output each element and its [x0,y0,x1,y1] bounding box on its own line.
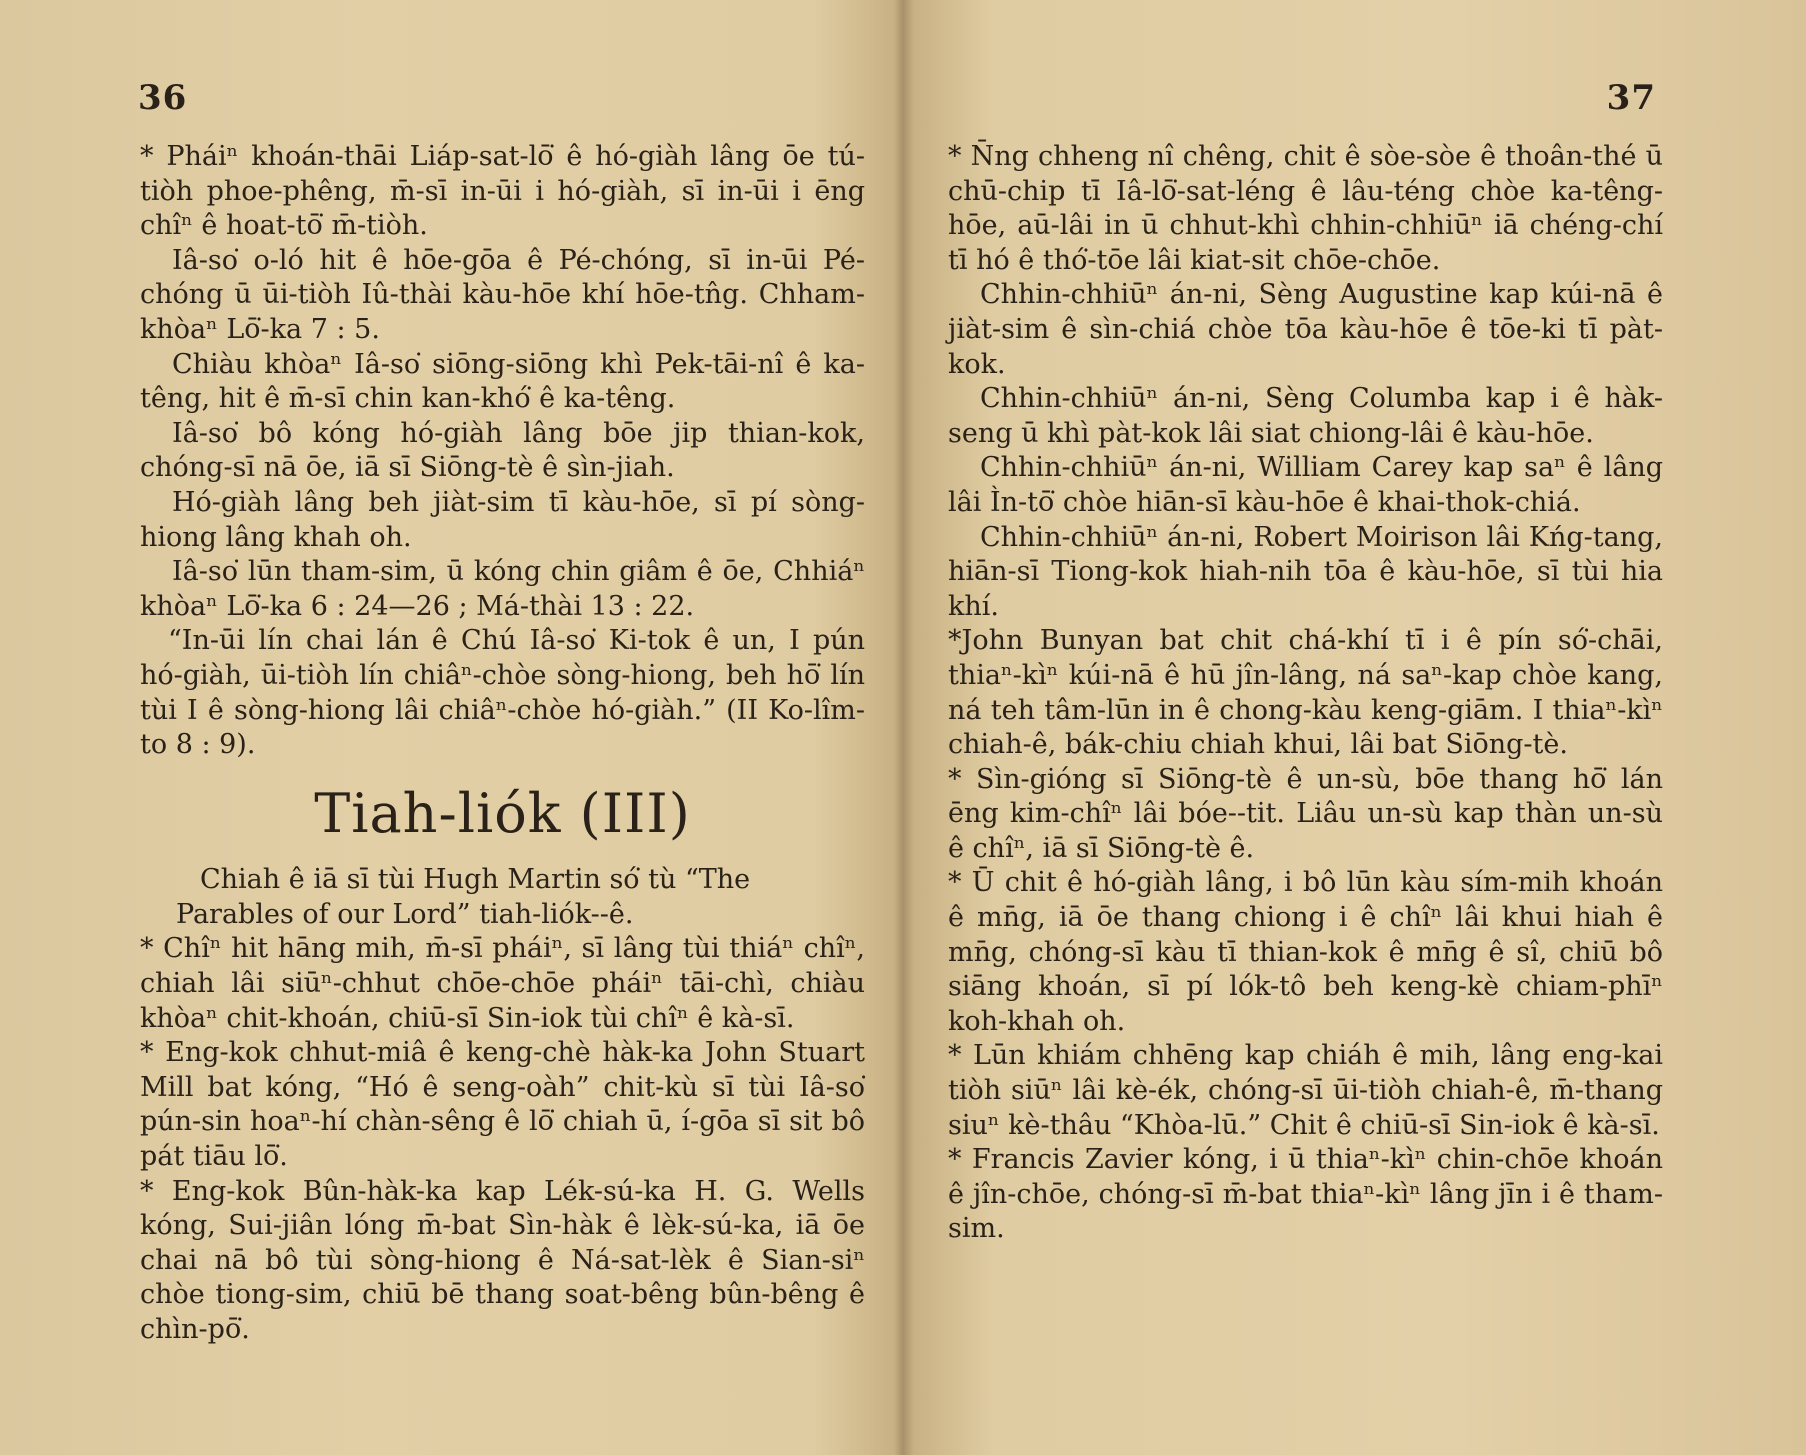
paragraph: Iâ-so͘ lūn tham-sim, ū kóng chin giâm ê ōe, Chhiáⁿ khòaⁿ Lō͘-ka 6 : 24—26 ; Má-thài 13 : 22. [140,556,865,622]
paragraph: * Sìn-gióng sī Siōng-tè ê un-sù, bōe thang hō͘ lán ēng kim-chîⁿ lâi bóe--tit. Liâu un-sù kap thàn un-sù ê chîⁿ, iā sī Siōng-tè ê. [948,763,1663,864]
paragraph: Chhin-chhiūⁿ án-ni, William Carey kap saⁿ ê lâng lâi Ìn-tō͘ chòe hiān-sī kàu-hōe ê khai-thok-chiá. [948,452,1663,518]
paragraph: * Francis Zavier kóng, i ū thiaⁿ-kìⁿ chin-chōe khoán ê jîn-chōe, chóng-sī m̄-bat thiaⁿ-kìⁿ lâng jīn i ê tham-sim. [948,1144,1663,1245]
left-page [0,0,900,1455]
paragraph: * Eng-kok Bûn-hàk-ka kap Lék-sú-ka H. G. Wells kóng, Sui-jiân lóng m̄-bat Sìn-hàk ê lèk-sú-ka, iā ōe chai nā bô tùi sòng-hiong ê Ná-sat-lèk ê Sian-siⁿ chòe tiong-sim, chiū bē thang soat-bêng bûn-bêng ê chìn-pō͘. [140,1175,865,1345]
paragraph: Hó-giàh lâng beh jiàt-sim tī kàu-hōe, sī pí sòng-hiong lâng khah oh. [140,486,865,553]
paragraph: *John Bunyan bat chit chá-khí tī i ê pín só͘-chāi, thiaⁿ-kìⁿ kúi-nā ê hū jîn-lâng, ná saⁿ-kap chòe kang, ná teh tâm-lūn in ê chong-kàu keng-giām. I thiaⁿ-kìⁿ chiah-ê, bák-chiu chiah khui, lâi bat Siōng-tè. [948,625,1663,761]
page-number-right: 37 [1606,78,1656,118]
paragraph: Chhin-chhiūⁿ án-ni, Robert Moirison lâi Kńg-tang, hiān-sī Tiong-kok hiah-nih tōa ê kàu-hōe, sī tùi hia khí. [948,521,1663,622]
left-page-text [140,140,865,1348]
paragraph: * Eng-kok chhut-miâ ê keng-chè hàk-ka John Stuart Mill bat kóng, “Hó ê seng-oàh” chit-kù sī tùi Iâ-so͘ pún-sin hoaⁿ-hí chàn-sêng ê lō͘ chiah ū, í-gōa sī sit bô pát tiāu lō͘. [140,1037,865,1173]
paragraph: Chhin-chhiūⁿ án-ni, Sèng Augustine kap kúi-nā ê jiàt-sim ê sìn-chiá chòe tōa kàu-hōe ê tōe-ki tī pàt-kok. [948,279,1663,380]
right-page-text [948,140,1663,1247]
paragraph-quote: “In-ūi lín chai lán ê Chú Iâ-so͘ Ki-tok ê un, I pún hó-giàh, ūi-tiòh lín chiâⁿ-chòe sòng-hiong, beh hō͘ lín tùi I ê sòng-hiong lâi chiâⁿ-chòe hó-giàh.” (II Ko-lîm-to 8 : 9). [140,625,865,761]
paragraph: Chiàu khòaⁿ Iâ-so͘ siōng-siōng khì Pek-tāi-nî ê ka-têng, hit ê m̄-sī chin kan-khó͘ ê ka-têng. [140,348,865,415]
section-intro-line-2: Parables of our Lord” tiah-liók--ê. [176,898,634,930]
right-page [906,0,1806,1455]
paragraph: Iâ-so͘ bô kóng hó-giàh lâng bōe jip thian-kok, chóng-sī nā ōe, iā sī Siōng-tè ê sìn-jiah. [140,417,865,484]
section-heading: Tiah-liók (III) [314,781,691,845]
section-intro-line-1: Chiah ê iā sī tùi Hugh Martin só͘ tù “The [200,864,751,896]
paragraph: * Pháiⁿ khoán-thāi Liáp-sat-lō͘ ê hó-giàh lâng ōe tú-tiòh phoe-phêng, m̄-sī in-ūi i hó-giàh, sī in-ūi i ēng chîⁿ ê hoat-tō͘ m̄-tiòh. [140,141,865,242]
paragraph: * Ū chit ê hó-giàh lâng, i bô lūn kàu sím-mih khoán ê mn̄g, iā ōe thang chiong i ê chîⁿ lâi khui hiah ê mn̄g, chóng-sī kàu tī thian-kok ê mn̄g ê sî, chiū bô siāng khoán, sī pí lók-tô beh keng-kè chiam-phīⁿ koh-khah oh. [948,867,1663,1037]
paragraph: * Chîⁿ hit hāng mih, m̄-sī pháiⁿ, sī lâng tùi thiáⁿ chîⁿ, chiah lâi siūⁿ-chhut chōe-chōe pháiⁿ tāi-chì, chiàu khòaⁿ chit-khoán, chiū-sī Sin-iok tùi chîⁿ ê kà-sī. [140,933,865,1034]
paragraph: Chhin-chhiūⁿ án-ni, Sèng Columba kap i ê hàk-seng ū khì pàt-kok lâi siat chiong-lâi ê kàu-hōe. [948,383,1663,449]
paragraph: Iâ-so͘ o-ló hit ê hōe-gōa ê Pé-chóng, sī in-ūi Pé-chóng ū ūi-tiòh Iû-thài kàu-hōe khí hōe-tn̂g. Chham-khòaⁿ Lō͘-ka 7 : 5. [140,244,865,345]
paragraph: * N̄ng chheng nî chêng, chit ê sòe-sòe ê thoân-thé ū chū-chip tī Iâ-lō͘-sat-léng ê lâu-téng chòe ka-têng-hōe, aū-lâi in ū chhut-khì chhin-chhiūⁿ iā chéng-chí tī hó ê thó͘-tōe lâi kiat-sit chōe-chōe. [948,141,1663,276]
page-number-left: 36 [138,78,188,118]
paragraph: * Lūn khiám chhēng kap chiáh ê mih, lâng eng-kai tiòh siūⁿ lâi kè-ék, chóng-sī ūi-tiòh chiah-ê, m̄-thang siuⁿ kè-thâu “Khòa-lū.” Chit ê chiū-sī Sin-iok ê kà-sī. [948,1040,1663,1141]
